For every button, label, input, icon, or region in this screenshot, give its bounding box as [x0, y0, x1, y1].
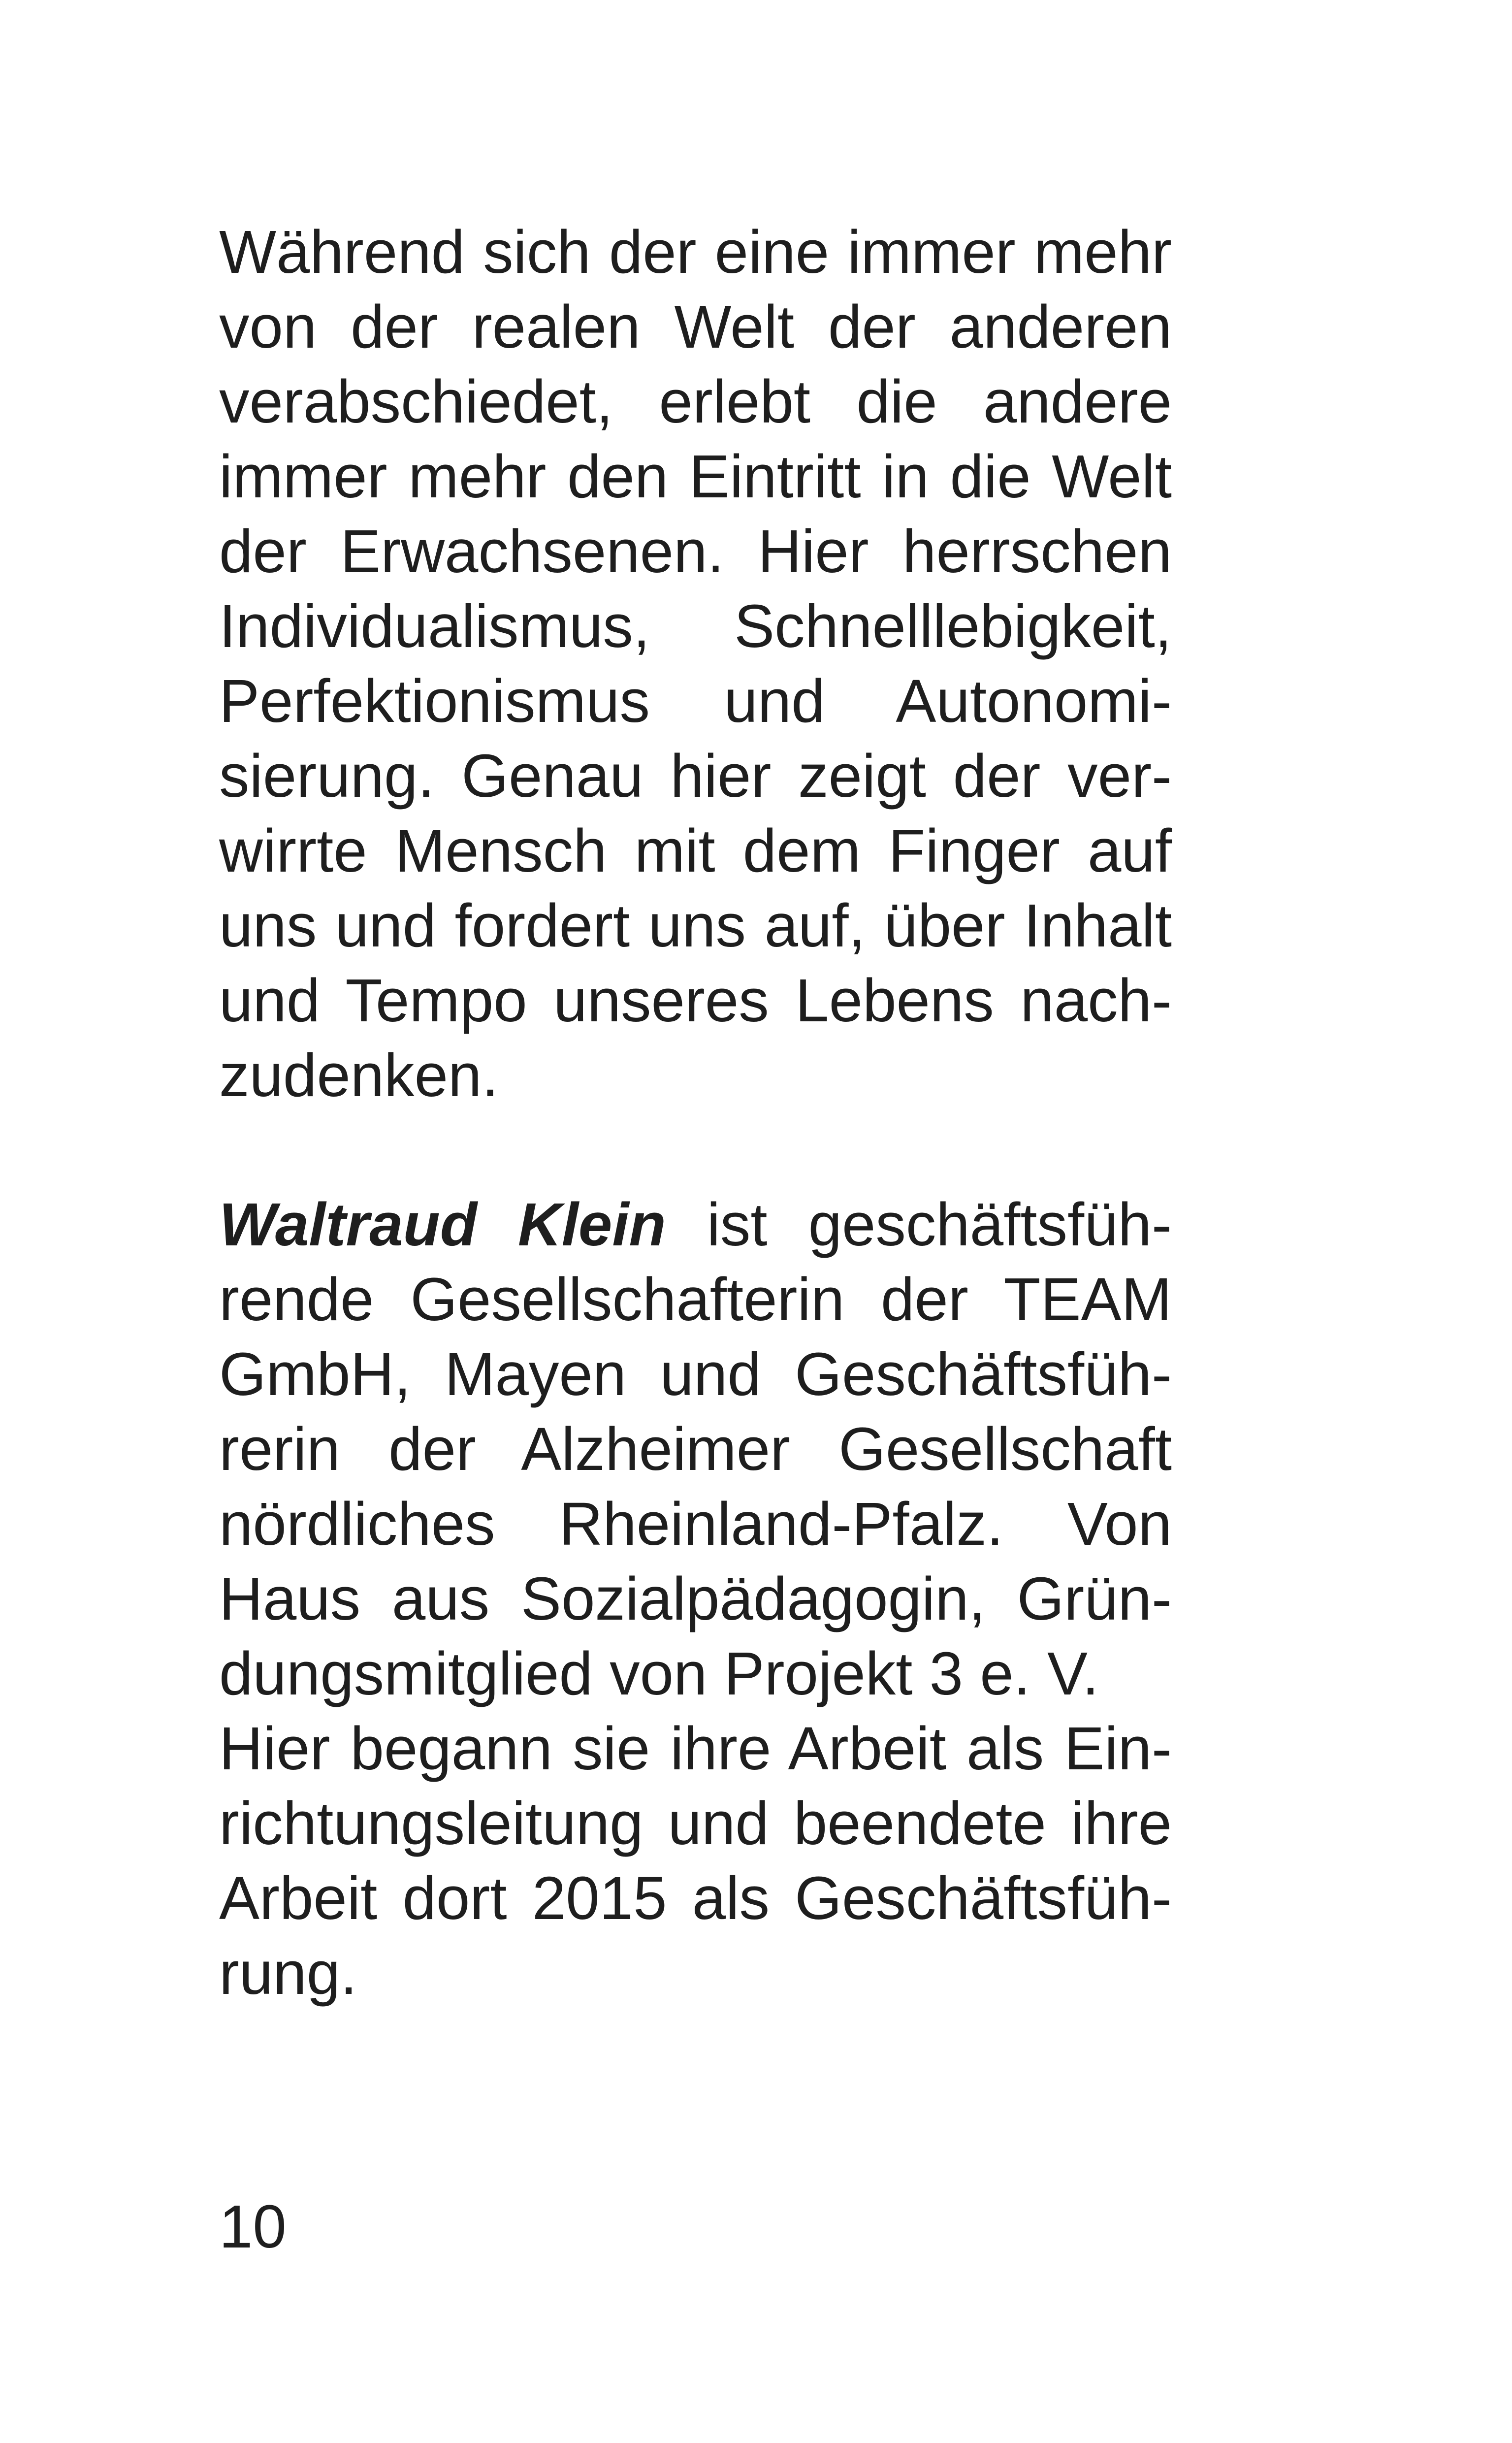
text-line: nördliches Rheinland-Pfalz. Von [219, 1491, 1172, 1558]
text-line: rung. [219, 1940, 357, 2007]
text-line: von der realen Welt der anderen [219, 293, 1172, 361]
bio-first-line [219, 1188, 1172, 1263]
text-line: GmbH, Mayen und Geschäftsfüh- [219, 1341, 1172, 1408]
text-line: Hier begann sie ihre Arbeit als Ein- [219, 1715, 1172, 1783]
text-line: Arbeit dort 2015 als Geschäftsfüh- [219, 1865, 1172, 1932]
paragraph-context [219, 215, 1172, 1113]
text-line: verabschiedet, erlebt die andere [219, 368, 1172, 436]
text-line: sierung. Genau hier zeigt der ver- [219, 743, 1172, 810]
text-line: dungsmitglied von Projekt 3 e. V. [219, 1640, 1099, 1708]
text-line: rende Gesellschafterin der TEAM [219, 1266, 1172, 1334]
author-name: Waltraud Klein [219, 1191, 666, 1259]
text-line: immer mehr den Eintritt in die Welt [219, 443, 1172, 511]
text-line: Perfektionismus und Autonomi- [219, 668, 1172, 735]
text-line: uns und fordert uns auf, über Inhalt [219, 892, 1172, 960]
bio-first-line-rest: ist geschäftsfüh- [707, 1191, 1172, 1259]
text-line: Individualismus, Schnelllebigkeit, [219, 593, 1172, 660]
text-line: und Tempo unseres Lebens nach- [219, 967, 1172, 1035]
text-line: Während sich der eine immer mehr [219, 219, 1172, 286]
text-line: Haus aus Sozialpädagogin, Grün- [219, 1565, 1172, 1633]
text-line: rerin der Alzheimer Gesellschaft [219, 1416, 1172, 1483]
text-line: zudenken. [219, 1042, 499, 1109]
text-line: der Erwachsenen. Hier herrschen [219, 518, 1172, 586]
text-line: richtungsleitung und beendete ihre [219, 1790, 1172, 1857]
text-line: wirrte Mensch mit dem Finger auf [219, 817, 1172, 885]
author-bio [219, 1188, 1172, 2011]
page-number: 10 [219, 2193, 287, 2261]
